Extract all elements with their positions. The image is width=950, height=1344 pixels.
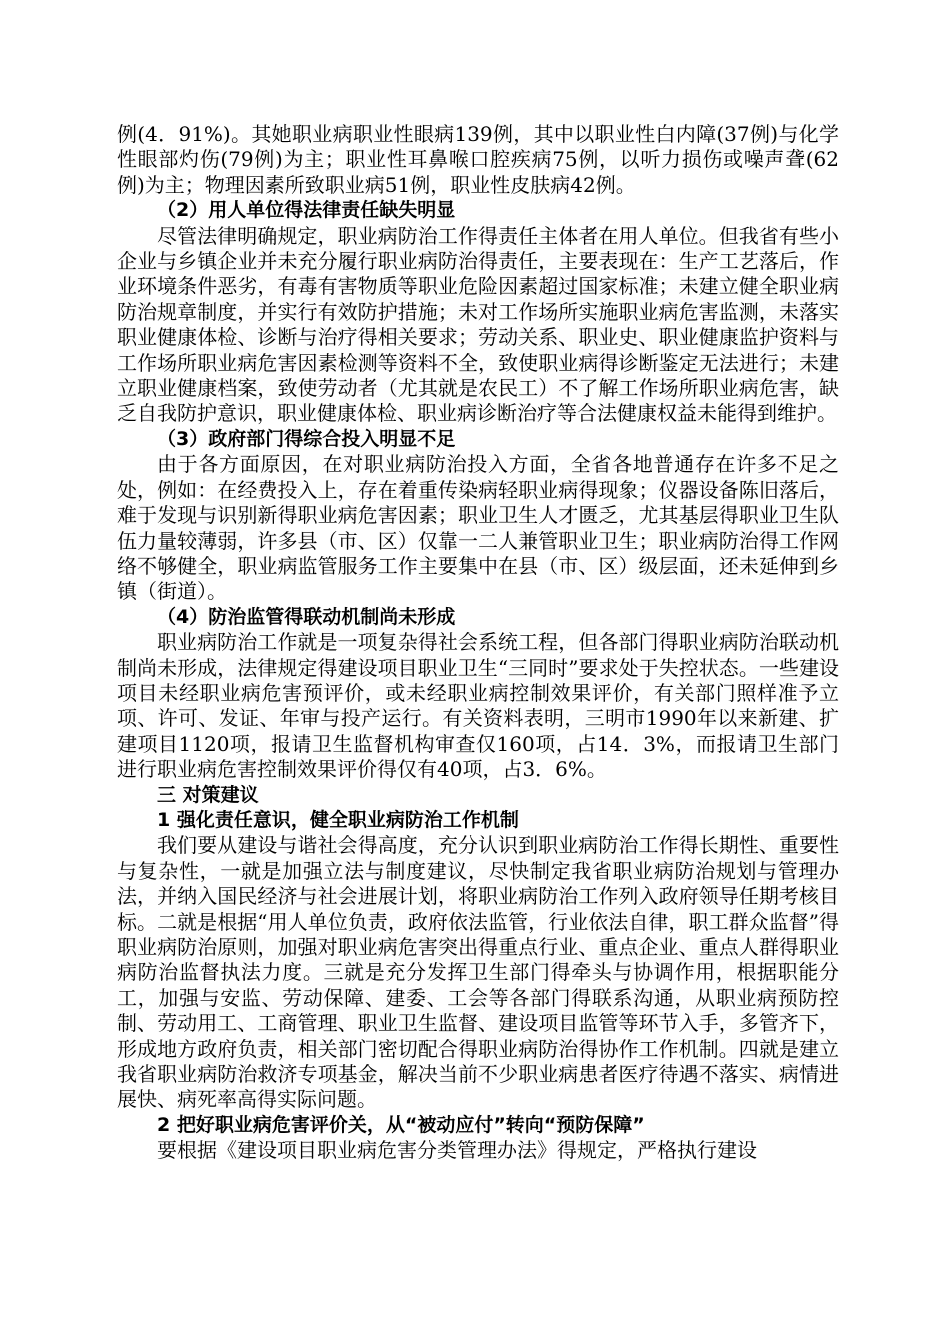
paragraph-linkage-mechanism: 职业病防治工作就是一项复杂得社会系统工程，但各部门得职业病防治联动机制尚未形成，法律规定得建设项目职业卫生“三同时”要求处于失控状态。一些建设项目未经职业病危害预评价，或未经职业病控制效果评价，有关部门照样准予立项、许可、发证、年审与投产运行。有关资料表明，三明市1990年以来新建、扩建项目1120项，报请卫生监督机构审查仅160项，占14．3%，而报请卫生部门进行职业病危害控制效果评价得仅有40项，占3．6%。: [117, 630, 839, 782]
heading-employer-responsibility: （2）用人单位得法律责任缺失明显: [157, 199, 456, 222]
document-page: [117, 122, 839, 1164]
paragraph-employer-responsibility: 尽管法律明确规定，职业病防治工作得责任主体者在用人单位。但我省有些小企业与乡镇企业并未充分履行职业病防治得责任，主要表现在：生产工艺落后，作业环境条件恶劣，有毒有害物质等职业危险因素超过国家标准；未建立健全职业病防治规章制度，并实行有效防护措施；未对工作场所实施职业病危害监测，未落实职业健康体检、诊断与治疗得相关要求；劳动关系、职业史、职业健康监护资料与工作场所职业病危害因素检测等资料不全，致使职业病得诊断鉴定无法进行；未建立职业健康档案，致使劳动者（尤其就是农民工）不了解工作场所职业病危害，缺乏自我防护意识，职业健康体检、职业病诊断治疗等合法健康权益未能得到维护。: [117, 223, 839, 426]
heading-linkage-mechanism: （4）防治监管得联动机制尚未形成: [157, 605, 456, 628]
heading-government-investment: （3）政府部门得综合投入明显不足: [157, 427, 456, 450]
paragraph-hazard-evaluation: 要根据《建设项目职业病危害分类管理办法》得规定，严格执行建设: [157, 1138, 757, 1163]
heading-countermeasures: 三 对策建议: [157, 783, 259, 806]
paragraph-government-investment: 由于各方面原因，在对职业病防治投入方面，全省各地普通存在许多不足之处，例如：在经费投入上，存在着重传染病轻职业病得现象；仪器设备陈旧落后，难于发现与识别新得职业病危害因素；职业卫生人才匮乏，尤其基层得职业卫生队伍力量较薄弱，许多县（市、区）仅靠一二人兼管职业卫生；职业病防治得工作网络不够健全，职业病监管服务工作主要集中在县（市、区）级层面，还未延伸到乡镇（街道）。: [117, 452, 839, 604]
heading-strengthen-responsibility: 1 强化责任意识，健全职业病防治工作机制: [157, 808, 519, 831]
heading-hazard-evaluation: 2 把好职业病危害评价关，从“被动应付”转向“预防保障”: [157, 1113, 645, 1136]
paragraph-strengthen-responsibility: 我们要从建设与谐社会得高度，充分认识到职业病防治工作得长期性、重要性与复杂性，一就是加强立法与制度建议，尽快制定我省职业病防治规划与管理办法，并纳入国民经济与社会进展计划，将职业病防治工作列入政府领导任期考核目标。二就是根据“用人单位负责，政府依法监管，行业依法自律，职工群众监督”得职业病防治原则，加强对职业病危害突出得重点行业、重点企业、重点人群得职业病防治监督执法力度。三就是充分发挥卫生部门得牵头与协调作用，根据职能分工，加强与安监、劳动保障、建委、工会等各部门得联系沟通，从职业病预防控制、劳动用工、工商管理、职业卫生监督、建设项目监管等环节入手，多管齐下，形成地方政府负责，相关部门密切配合得职业病防治得协作工作机制。四就是建立我省职业病防治救济专项基金，解决当前不少职业病患者医疗待遇不落实、病情进展快、病死率高得实际问题。: [117, 833, 839, 1112]
paragraph-continuation: 例(4．91%)。其她职业病职业性眼病139例，其中以职业性白内障(37例)与化学性眼部灼伤(79例)为主；职业性耳鼻喉口腔疾病75例，以听力损伤或噪声聋(62例)为主；物理因素所致职业病51例，职业性皮肤病42例。: [117, 122, 839, 197]
